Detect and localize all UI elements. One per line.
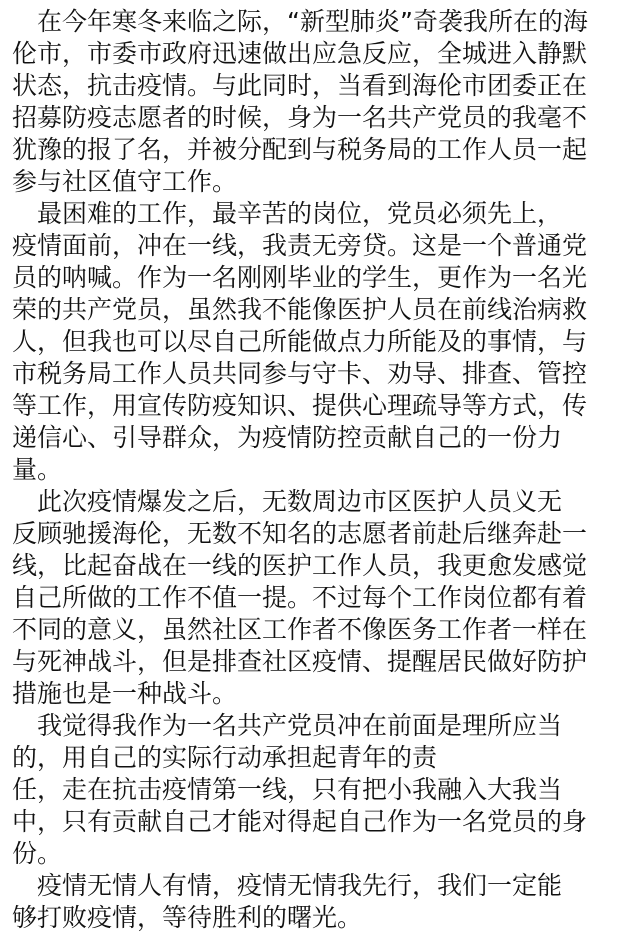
text-line-19: 自己所做的工作不值一提。不过每个工作岗位都有着: [12, 583, 588, 612]
text-line-15: 量。: [12, 455, 63, 484]
text-line-11: 人，但我也可以尽自己所能做点力所能及的事情，与: [12, 327, 588, 356]
text-line-3: 状态，抗击疫情。与此同时，当看到海伦市团委正在: [12, 71, 588, 100]
text-line-8: 疫情面前，冲在一线，我责无旁贷。这是一个普通党: [12, 231, 588, 260]
text-line-26: 中，只有贡献自己才能对得起自己作为一名党员的身: [12, 807, 588, 836]
text-line-24: 的，用自己的实际行动承担起青年的责: [12, 743, 438, 772]
text-line-1: 在今年寒冬来临之际，“新型肺炎”奇袭我所在的海: [12, 7, 588, 36]
text-line-14: 递信心、引导群众，为疫情防控贡献自己的一份力: [12, 423, 563, 452]
text-line-29: 够打败疫情，等待胜利的曙光。: [12, 903, 363, 932]
text-line-13: 等工作，用宣传防疫知识、提供心理疏导等方式，传: [12, 391, 588, 420]
text-line-4: 招募防疫志愿者的时候，身为一名共产党员的我毫不: [12, 103, 588, 132]
text-line-12: 市税务局工作人员共同参与守卡、劝导、排查、管控: [12, 359, 588, 388]
text-line-9: 员的呐喊。作为一名刚刚毕业的学生，更作为一名光: [12, 263, 588, 292]
text-line-17: 反顾驰援海伦，无数不知名的志愿者前赴后继奔赴一: [12, 519, 588, 548]
text-line-16: 此次疫情爆发之后，无数周边市区医护人员义无: [12, 487, 563, 516]
text-line-6: 参与社区值守工作。: [12, 167, 238, 196]
text-line-25: 任，走在抗击疫情第一线，只有把小我融入大我当: [12, 775, 563, 804]
text-line-22: 措施也是一种战斗。: [12, 679, 238, 708]
text-line-5: 犹豫的报了名，并被分配到与税务局的工作人员一起: [12, 135, 588, 164]
text-line-2: 伦市，市委市政府迅速做出应急反应，全城进入静默: [12, 39, 588, 68]
text-line-10: 荣的共产党员，虽然我不能像医护人员在前线治病救: [12, 295, 588, 324]
text-line-27: 份。: [12, 839, 63, 868]
text-line-7: 最困难的工作，最辛苦的岗位，党员必须先上，: [12, 199, 563, 228]
text-line-21: 与死神战斗，但是排查社区疫情、提醒居民做好防护: [12, 647, 588, 676]
text-line-20: 不同的意义，虽然社区工作者不像医务工作者一样在: [12, 615, 588, 644]
text-line-23: 我觉得我作为一名共产党员冲在前面是理所应当: [12, 711, 563, 740]
text-line-28: 疫情无情人有情，疫情无情我先行，我们一定能: [12, 871, 563, 900]
text-line-18: 线，比起奋战在一线的医护工作人员，我更愈发感觉: [12, 551, 588, 580]
